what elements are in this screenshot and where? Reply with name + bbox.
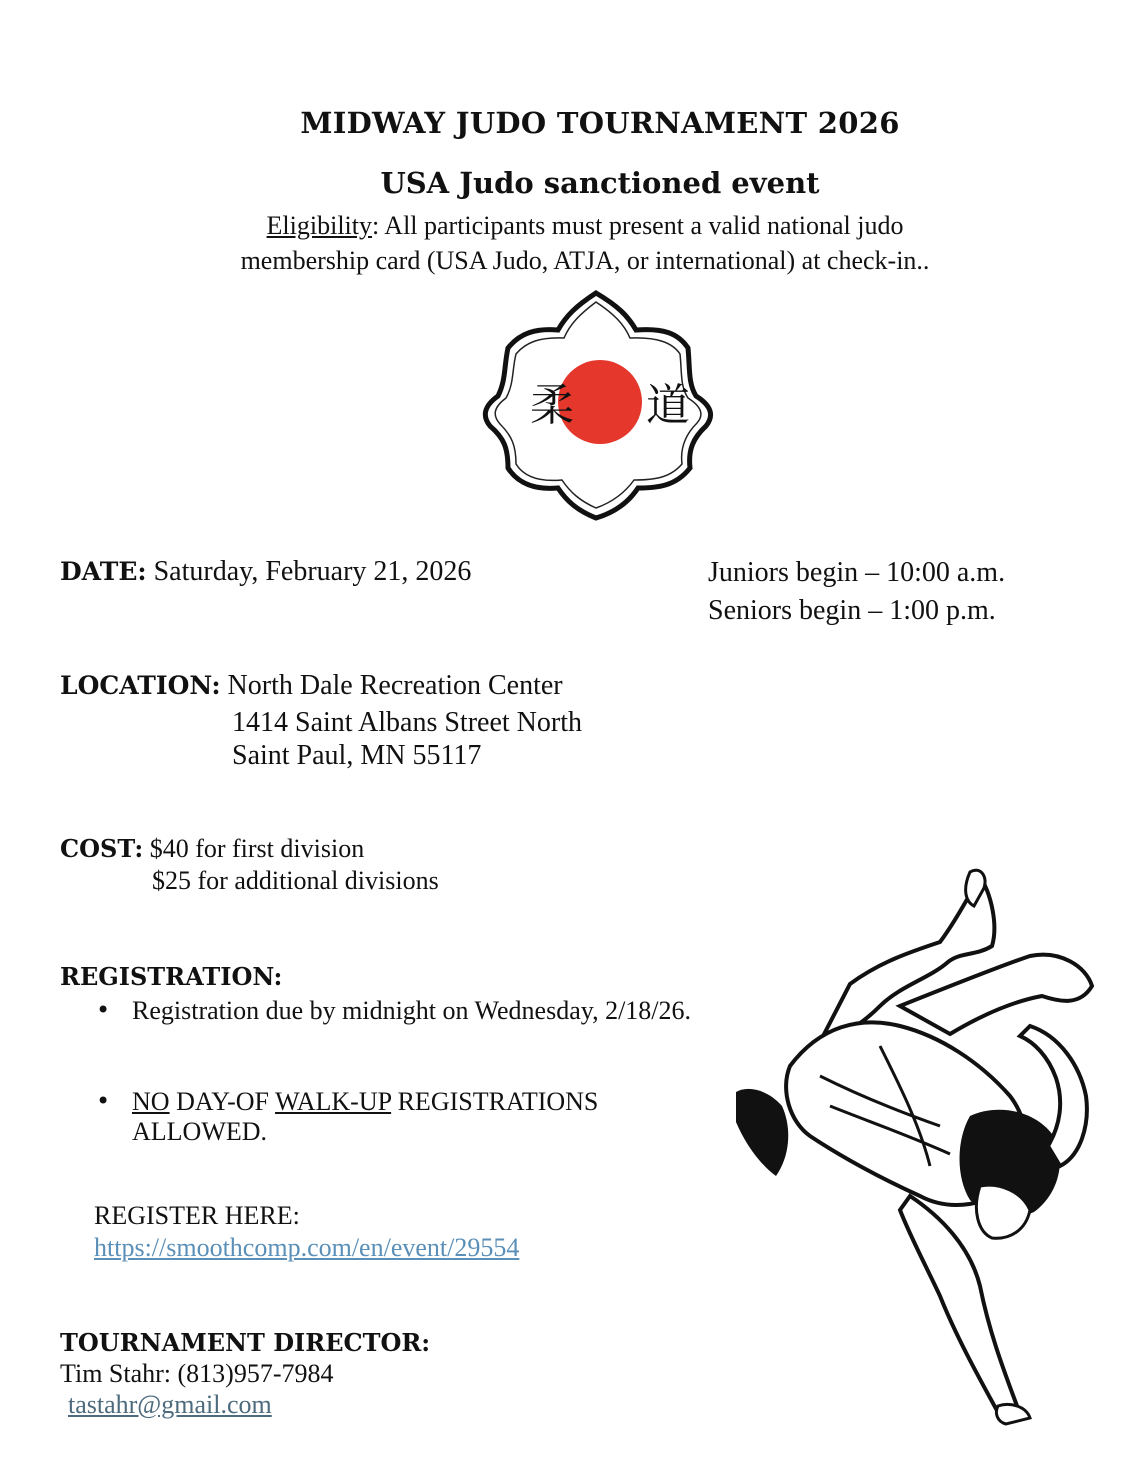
- bullet-dot-icon: •: [96, 996, 111, 1024]
- eligibility-line1: : All participants must present a valid national judo: [372, 211, 904, 240]
- eligibility-line2: membership card (USA Judo, ATJA, or international) at check-in..: [240, 246, 930, 275]
- start-times: [708, 554, 1005, 630]
- registration-bullet-2: [0, 1087, 760, 1147]
- location-label: LOCATION:: [60, 671, 221, 700]
- date-row: [60, 554, 471, 590]
- bullet2-rest: REGISTRATIONS ALLOWED.: [132, 1087, 599, 1146]
- judoka-foot-bottom: [996, 1405, 1030, 1425]
- registration-link[interactable]: https://smoothcomp.com/en/event/29554: [94, 1233, 520, 1262]
- logo-right-kanji: 道: [646, 380, 690, 431]
- bullet1-text: Registration due by midnight on Wednesday, 2/18/26.: [132, 996, 692, 1025]
- registration-bullet-1: [0, 996, 760, 1056]
- logo-left-kanji: 柔: [530, 380, 574, 431]
- judo-logo: [478, 288, 718, 523]
- register-here-block: [94, 1200, 519, 1264]
- bullet2-walkup: WALK-UP: [275, 1087, 392, 1116]
- cost-label: COST:: [60, 834, 144, 863]
- bullet2-dayof: DAY-OF: [169, 1087, 276, 1116]
- juniors-time: Juniors begin – 10:00 a.m.: [708, 557, 1006, 588]
- cost-line1: $40 for first division: [143, 834, 365, 863]
- bullet-dot-icon: •: [96, 1087, 111, 1115]
- location-line1: North Dale Recreation Center: [220, 670, 563, 701]
- location-row: [60, 668, 563, 704]
- cost-row: [60, 834, 364, 864]
- cost-line2: $25 for additional divisions: [152, 866, 439, 895]
- director-email-link[interactable]: tastahr@gmail.com: [68, 1390, 272, 1419]
- seniors-time: Seniors begin – 1:00 p.m.: [708, 595, 996, 626]
- date-value: Saturday, February 21, 2026: [146, 556, 472, 587]
- director-heading: TOURNAMENT DIRECTOR:: [60, 1328, 431, 1357]
- eligibility-label: Eligibility: [266, 211, 372, 240]
- bullet2-no: NO: [132, 1087, 170, 1116]
- bullet2-text: [132, 1087, 672, 1147]
- page-subtitle: USA Judo sanctioned event: [380, 166, 820, 200]
- director-name-phone: Tim Stahr: (813)957-7984: [60, 1359, 334, 1388]
- date-label: DATE:: [60, 557, 147, 586]
- location-address: [232, 706, 582, 772]
- register-here-label: REGISTER HERE:: [94, 1201, 300, 1230]
- location-line3: Saint Paul, MN 55117: [232, 740, 482, 771]
- page-title: MIDWAY JUDO TOURNAMENT 2026: [300, 106, 900, 140]
- eligibility-text: [0, 208, 1132, 278]
- judoka-body-dark-left: [736, 1089, 788, 1176]
- registration-heading: REGISTRATION:: [60, 962, 283, 991]
- judoka-throw-illustration: [730, 866, 1110, 1426]
- location-line2: 1414 Saint Albans Street North: [232, 707, 582, 738]
